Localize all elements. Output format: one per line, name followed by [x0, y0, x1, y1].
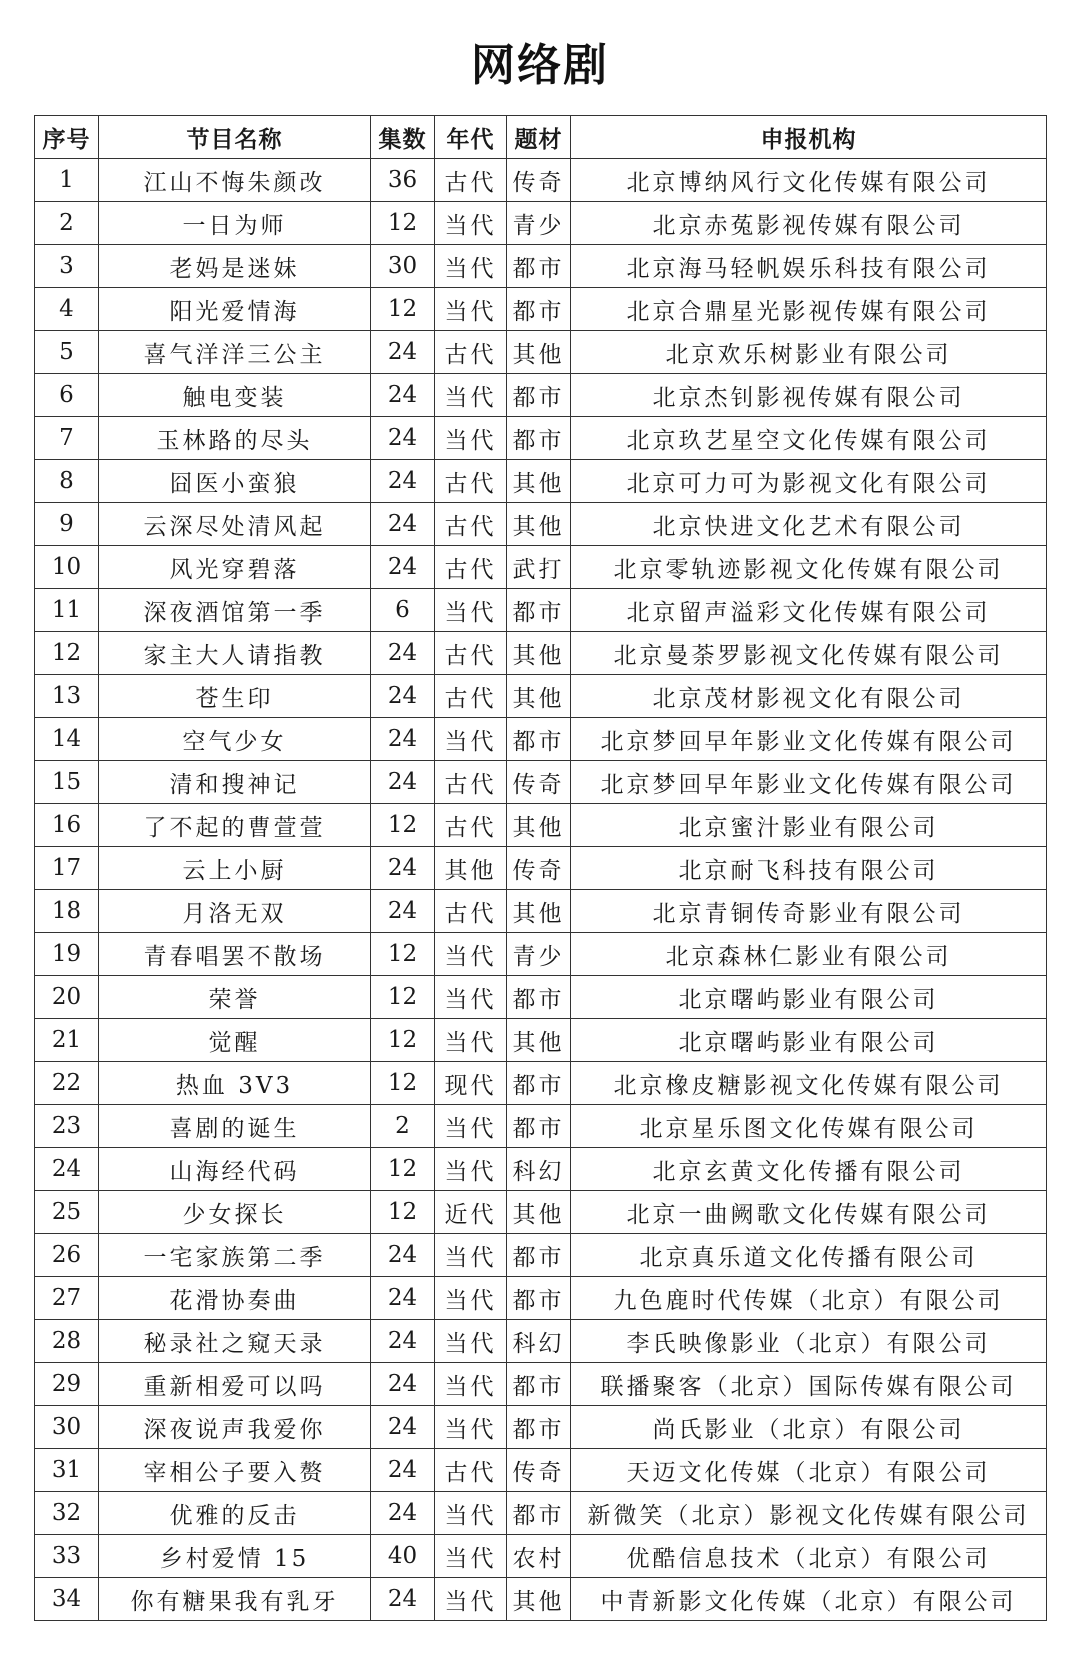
cell-genre: 科幻	[507, 1320, 571, 1363]
cell-program-name: 你有糖果我有乳牙	[99, 1578, 371, 1621]
table-row	[35, 1234, 1047, 1277]
cell-program-name: 囧医小蛮狼	[99, 460, 371, 503]
table-row	[35, 202, 1047, 245]
cell-program-name: 深夜酒馆第一季	[99, 589, 371, 632]
cell-program-name: 热血 3V3	[99, 1062, 371, 1105]
cell-genre: 其他	[507, 1578, 571, 1621]
cell-program-name: 青春唱罢不散场	[99, 933, 371, 976]
cell-program-name: 荣誉	[99, 976, 371, 1019]
cell-genre: 都市	[507, 417, 571, 460]
cell-program-name: 空气少女	[99, 718, 371, 761]
cell-genre: 其他	[507, 1019, 571, 1062]
cell-episodes: 30	[371, 245, 435, 288]
cell-episodes: 24	[371, 503, 435, 546]
cell-program-name: 了不起的曹萱萱	[99, 804, 371, 847]
cell-episodes: 12	[371, 202, 435, 245]
cell-program-name: 少女探长	[99, 1191, 371, 1234]
table-row	[35, 1578, 1047, 1621]
cell-seq: 3	[35, 245, 99, 288]
table-row	[35, 1105, 1047, 1148]
cell-organization: 北京留声溢彩文化传媒有限公司	[571, 589, 1047, 632]
cell-seq: 34	[35, 1578, 99, 1621]
cell-episodes: 24	[371, 890, 435, 933]
cell-genre: 都市	[507, 1105, 571, 1148]
cell-episodes: 24	[371, 331, 435, 374]
cell-seq: 18	[35, 890, 99, 933]
table-row	[35, 503, 1047, 546]
cell-episodes: 24	[371, 546, 435, 589]
table-row	[35, 1449, 1047, 1492]
table-header-row	[35, 116, 1047, 159]
cell-era: 当代	[435, 1148, 507, 1191]
cell-seq: 27	[35, 1277, 99, 1320]
cell-episodes: 24	[371, 1320, 435, 1363]
cell-seq: 1	[35, 159, 99, 202]
cell-era: 当代	[435, 1578, 507, 1621]
cell-episodes: 24	[371, 632, 435, 675]
cell-genre: 都市	[507, 374, 571, 417]
table-row	[35, 589, 1047, 632]
cell-organization: 优酷信息技术（北京）有限公司	[571, 1535, 1047, 1578]
cell-organization: 尚氏影业（北京）有限公司	[571, 1406, 1047, 1449]
cell-program-name: 老妈是迷妹	[99, 245, 371, 288]
cell-seq: 12	[35, 632, 99, 675]
cell-era: 当代	[435, 374, 507, 417]
cell-organization: 北京森林仁影业有限公司	[571, 933, 1047, 976]
cell-era: 当代	[435, 288, 507, 331]
cell-program-name: 清和搜神记	[99, 761, 371, 804]
cell-seq: 32	[35, 1492, 99, 1535]
cell-era: 当代	[435, 202, 507, 245]
cell-era: 古代	[435, 546, 507, 589]
table-row	[35, 1535, 1047, 1578]
cell-organization: 北京梦回早年影业文化传媒有限公司	[571, 761, 1047, 804]
cell-era: 古代	[435, 460, 507, 503]
cell-program-name: 深夜说声我爱你	[99, 1406, 371, 1449]
cell-episodes: 12	[371, 1062, 435, 1105]
cell-episodes: 24	[371, 417, 435, 460]
cell-seq: 7	[35, 417, 99, 460]
cell-era: 古代	[435, 675, 507, 718]
cell-genre: 都市	[507, 1492, 571, 1535]
table-row	[35, 718, 1047, 761]
cell-era: 古代	[435, 804, 507, 847]
cell-episodes: 24	[371, 1234, 435, 1277]
table-row	[35, 761, 1047, 804]
cell-genre: 其他	[507, 632, 571, 675]
table-row	[35, 1406, 1047, 1449]
cell-era: 其他	[435, 847, 507, 890]
table-row	[35, 1062, 1047, 1105]
cell-genre: 其他	[507, 503, 571, 546]
cell-organization: 北京博纳风行文化传媒有限公司	[571, 159, 1047, 202]
cell-seq: 24	[35, 1148, 99, 1191]
cell-era: 近代	[435, 1191, 507, 1234]
cell-era: 当代	[435, 1320, 507, 1363]
cell-seq: 20	[35, 976, 99, 1019]
table-row	[35, 976, 1047, 1019]
cell-seq: 10	[35, 546, 99, 589]
cell-era: 古代	[435, 761, 507, 804]
cell-episodes: 12	[371, 1191, 435, 1234]
cell-episodes: 12	[371, 933, 435, 976]
cell-episodes: 24	[371, 1277, 435, 1320]
cell-seq: 19	[35, 933, 99, 976]
table-row	[35, 159, 1047, 202]
cell-genre: 其他	[507, 460, 571, 503]
cell-genre: 其他	[507, 804, 571, 847]
table-row	[35, 460, 1047, 503]
cell-program-name: 花滑协奏曲	[99, 1277, 371, 1320]
cell-organization: 北京海马轻帆娱乐科技有限公司	[571, 245, 1047, 288]
table-row	[35, 1191, 1047, 1234]
cell-genre: 传奇	[507, 761, 571, 804]
cell-era: 当代	[435, 933, 507, 976]
table-row	[35, 1148, 1047, 1191]
cell-organization: 天迈文化传媒（北京）有限公司	[571, 1449, 1047, 1492]
cell-program-name: 优雅的反击	[99, 1492, 371, 1535]
cell-organization: 北京合鼎星光影视传媒有限公司	[571, 288, 1047, 331]
cell-episodes: 12	[371, 1148, 435, 1191]
cell-genre: 其他	[507, 675, 571, 718]
cell-seq: 4	[35, 288, 99, 331]
cell-program-name: 江山不悔朱颜改	[99, 159, 371, 202]
cell-seq: 25	[35, 1191, 99, 1234]
cell-genre: 都市	[507, 1062, 571, 1105]
cell-organization: 北京真乐道文化传播有限公司	[571, 1234, 1047, 1277]
cell-episodes: 36	[371, 159, 435, 202]
cell-seq: 17	[35, 847, 99, 890]
table-row	[35, 1363, 1047, 1406]
cell-episodes: 24	[371, 675, 435, 718]
cell-era: 当代	[435, 1406, 507, 1449]
cell-seq: 13	[35, 675, 99, 718]
table-row	[35, 847, 1047, 890]
cell-program-name: 云上小厨	[99, 847, 371, 890]
cell-organization: 新微笑（北京）影视文化传媒有限公司	[571, 1492, 1047, 1535]
cell-seq: 6	[35, 374, 99, 417]
header-seq: 序号	[35, 116, 99, 159]
cell-genre: 武打	[507, 546, 571, 589]
cell-episodes: 2	[371, 1105, 435, 1148]
cell-seq: 30	[35, 1406, 99, 1449]
cell-era: 古代	[435, 632, 507, 675]
cell-genre: 都市	[507, 1277, 571, 1320]
cell-program-name: 喜剧的诞生	[99, 1105, 371, 1148]
cell-era: 古代	[435, 890, 507, 933]
cell-seq: 23	[35, 1105, 99, 1148]
header-program-name: 节目名称	[99, 116, 371, 159]
table-row	[35, 1277, 1047, 1320]
cell-program-name: 云深尽处清风起	[99, 503, 371, 546]
cell-seq: 21	[35, 1019, 99, 1062]
cell-seq: 9	[35, 503, 99, 546]
table-row	[35, 417, 1047, 460]
cell-era: 当代	[435, 976, 507, 1019]
cell-program-name: 秘录社之窥天录	[99, 1320, 371, 1363]
cell-program-name: 喜气洋洋三公主	[99, 331, 371, 374]
cell-genre: 传奇	[507, 847, 571, 890]
table-row	[35, 331, 1047, 374]
cell-organization: 北京蜜汁影业有限公司	[571, 804, 1047, 847]
cell-seq: 8	[35, 460, 99, 503]
cell-organization: 北京星乐图文化传媒有限公司	[571, 1105, 1047, 1148]
cell-genre: 都市	[507, 718, 571, 761]
header-genre: 题材	[507, 116, 571, 159]
cell-organization: 北京梦回早年影业文化传媒有限公司	[571, 718, 1047, 761]
cell-genre: 青少	[507, 202, 571, 245]
cell-organization: 北京零轨迹影视文化传媒有限公司	[571, 546, 1047, 589]
cell-program-name: 月洛无双	[99, 890, 371, 933]
cell-program-name: 乡村爱情 15	[99, 1535, 371, 1578]
cell-organization: 北京玄黄文化传播有限公司	[571, 1148, 1047, 1191]
cell-organization: 北京快进文化艺术有限公司	[571, 503, 1047, 546]
cell-program-name: 玉林路的尽头	[99, 417, 371, 460]
cell-genre: 其他	[507, 890, 571, 933]
cell-episodes: 40	[371, 1535, 435, 1578]
cell-program-name: 宰相公子要入赘	[99, 1449, 371, 1492]
cell-program-name: 触电变装	[99, 374, 371, 417]
cell-seq: 29	[35, 1363, 99, 1406]
cell-episodes: 24	[371, 761, 435, 804]
cell-genre: 传奇	[507, 159, 571, 202]
cell-organization: 联播聚客（北京）国际传媒有限公司	[571, 1363, 1047, 1406]
table-row	[35, 288, 1047, 331]
cell-episodes: 24	[371, 718, 435, 761]
header-episodes: 集数	[371, 116, 435, 159]
header-organization: 申报机构	[571, 116, 1047, 159]
cell-era: 当代	[435, 1234, 507, 1277]
cell-era: 古代	[435, 159, 507, 202]
cell-era: 古代	[435, 503, 507, 546]
cell-episodes: 24	[371, 1492, 435, 1535]
cell-era: 当代	[435, 1019, 507, 1062]
cell-seq: 31	[35, 1449, 99, 1492]
cell-era: 古代	[435, 1449, 507, 1492]
page-title: 网络剧	[471, 40, 609, 91]
cell-seq: 16	[35, 804, 99, 847]
cell-episodes: 24	[371, 460, 435, 503]
cell-program-name: 家主大人请指教	[99, 632, 371, 675]
cell-episodes: 24	[371, 1363, 435, 1406]
cell-era: 当代	[435, 1363, 507, 1406]
cell-seq: 2	[35, 202, 99, 245]
cell-organization: 北京玖艺星空文化传媒有限公司	[571, 417, 1047, 460]
table-row	[35, 933, 1047, 976]
cell-episodes: 12	[371, 976, 435, 1019]
cell-era: 古代	[435, 331, 507, 374]
cell-era: 当代	[435, 718, 507, 761]
cell-genre: 都市	[507, 288, 571, 331]
cell-episodes: 12	[371, 1019, 435, 1062]
cell-organization: 北京青铜传奇影业有限公司	[571, 890, 1047, 933]
cell-episodes: 12	[371, 288, 435, 331]
cell-genre: 其他	[507, 331, 571, 374]
cell-episodes: 24	[371, 1406, 435, 1449]
cell-seq: 11	[35, 589, 99, 632]
header-era: 年代	[435, 116, 507, 159]
cell-episodes: 24	[371, 374, 435, 417]
cell-program-name: 风光穿碧落	[99, 546, 371, 589]
cell-episodes: 24	[371, 847, 435, 890]
cell-genre: 青少	[507, 933, 571, 976]
cell-organization: 李氏映像影业（北京）有限公司	[571, 1320, 1047, 1363]
cell-era: 当代	[435, 245, 507, 288]
cell-program-name: 一日为师	[99, 202, 371, 245]
cell-era: 当代	[435, 589, 507, 632]
table-row	[35, 1492, 1047, 1535]
cell-seq: 22	[35, 1062, 99, 1105]
table-row	[35, 1019, 1047, 1062]
cell-seq: 26	[35, 1234, 99, 1277]
cell-genre: 都市	[507, 1363, 571, 1406]
table-row	[35, 804, 1047, 847]
cell-era: 当代	[435, 1105, 507, 1148]
table-row	[35, 245, 1047, 288]
cell-genre: 科幻	[507, 1148, 571, 1191]
cell-genre: 都市	[507, 1234, 571, 1277]
cell-seq: 15	[35, 761, 99, 804]
cell-era: 当代	[435, 1277, 507, 1320]
cell-episodes: 6	[371, 589, 435, 632]
cell-episodes: 24	[371, 1578, 435, 1621]
table-row	[35, 1320, 1047, 1363]
cell-genre: 都市	[507, 589, 571, 632]
cell-era: 当代	[435, 1492, 507, 1535]
cell-genre: 传奇	[507, 1449, 571, 1492]
cell-organization: 北京曙屿影业有限公司	[571, 1019, 1047, 1062]
cell-organization: 北京杰钊影视传媒有限公司	[571, 374, 1047, 417]
cell-genre: 都市	[507, 1406, 571, 1449]
cell-organization: 北京橡皮糖影视文化传媒有限公司	[571, 1062, 1047, 1105]
cell-episodes: 12	[371, 804, 435, 847]
cell-program-name: 苍生印	[99, 675, 371, 718]
cell-seq: 5	[35, 331, 99, 374]
cell-program-name: 觉醒	[99, 1019, 371, 1062]
cell-organization: 北京可力可为影视文化有限公司	[571, 460, 1047, 503]
table-body	[35, 159, 1047, 1621]
cell-organization: 北京茂材影视文化有限公司	[571, 675, 1047, 718]
cell-genre: 都市	[507, 245, 571, 288]
cell-genre: 其他	[507, 1191, 571, 1234]
table-row	[35, 546, 1047, 589]
cell-organization: 北京一曲阙歌文化传媒有限公司	[571, 1191, 1047, 1234]
cell-program-name: 重新相爱可以吗	[99, 1363, 371, 1406]
cell-seq: 14	[35, 718, 99, 761]
cell-organization: 北京耐飞科技有限公司	[571, 847, 1047, 890]
cell-genre: 农村	[507, 1535, 571, 1578]
cell-episodes: 24	[371, 1449, 435, 1492]
cell-program-name: 山海经代码	[99, 1148, 371, 1191]
cell-program-name: 阳光爱情海	[99, 288, 371, 331]
table-row	[35, 675, 1047, 718]
cell-era: 当代	[435, 417, 507, 460]
cell-organization: 北京欢乐树影业有限公司	[571, 331, 1047, 374]
cell-organization: 北京曼荼罗影视文化传媒有限公司	[571, 632, 1047, 675]
cell-organization: 中青新影文化传媒（北京）有限公司	[571, 1578, 1047, 1621]
cell-seq: 28	[35, 1320, 99, 1363]
drama-table	[34, 115, 1047, 1621]
table-row	[35, 374, 1047, 417]
cell-era: 当代	[435, 1535, 507, 1578]
cell-seq: 33	[35, 1535, 99, 1578]
table-row	[35, 632, 1047, 675]
cell-organization: 北京曙屿影业有限公司	[571, 976, 1047, 1019]
cell-genre: 都市	[507, 976, 571, 1019]
cell-era: 现代	[435, 1062, 507, 1105]
cell-program-name: 一宅家族第二季	[99, 1234, 371, 1277]
cell-organization: 九色鹿时代传媒（北京）有限公司	[571, 1277, 1047, 1320]
cell-organization: 北京赤菟影视传媒有限公司	[571, 202, 1047, 245]
table-row	[35, 890, 1047, 933]
